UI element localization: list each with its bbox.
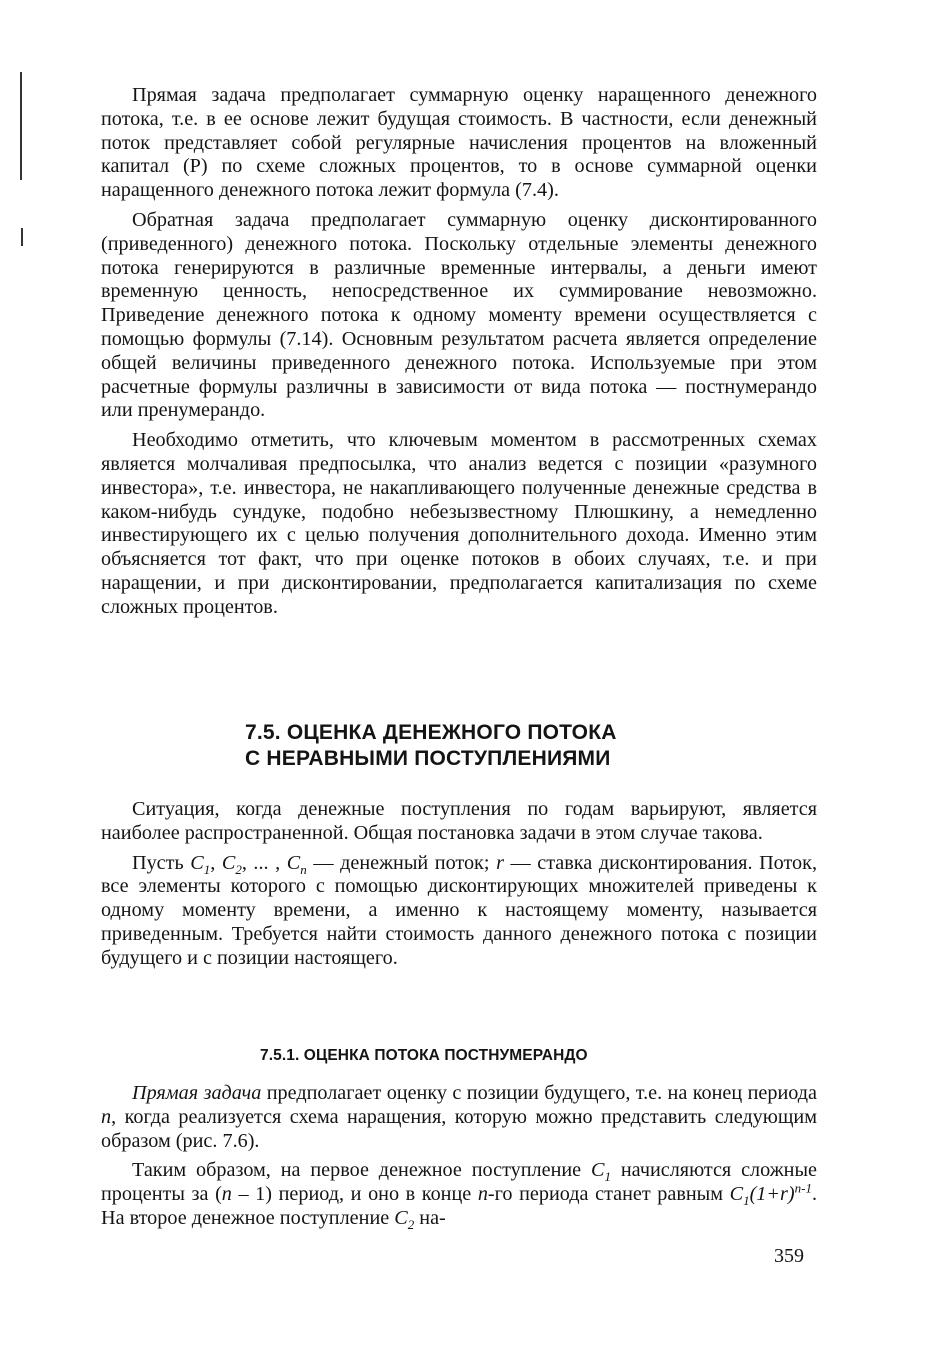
paragraph-direct-task: Прямая задача предполагает суммарную оценку наращенного денежного потока, т.е. в ее основе лежит будущая стоимость. В частности, если денежный поток представляет собой регулярные начисления процентов на вложенный капитал (P) по схеме сложных процентов, то в основе суммарной оценки наращенного денежного потока лежит формула (7.4). xyxy=(101,84,817,202)
text-run: C xyxy=(221,851,236,874)
symbol-c xyxy=(286,851,307,877)
italic-term: Прямая задача xyxy=(132,1082,262,1104)
text-run: -го периода станет равным xyxy=(487,1183,730,1206)
superscript: n-1 xyxy=(794,1180,812,1196)
text-run: Пусть xyxy=(132,851,191,874)
section-heading xyxy=(245,720,705,772)
text-run: начисляются сложные проценты за ( xyxy=(101,1159,817,1206)
text-run: — ставка дисконтирования. Поток, все элементы которого с помощью дисконтирующих множителей приведены к одному моменту времени, а именно к настоящему моменту, называется приведенным. Требуется найти стоимость данного денежного потока с позиции будущего и с позиции настоящего. xyxy=(101,851,818,969)
subscript: 1 xyxy=(203,861,211,877)
symbol-n: n xyxy=(477,1183,488,1206)
margin-mark xyxy=(21,228,23,246)
page-number: 359 xyxy=(774,1245,804,1267)
text-run: C xyxy=(190,851,204,874)
paragraph-inverse-task: Обратная задача предполагает суммарную оценку дисконтированного (приведенного) денежного потока. Поскольку отдельные элементы денежного потока генерируются в различные временные интервалы, а деньги имеют временную ценность, непосредственное их суммирование невозможно. Приведение денежного потока к одному моменту времени осуществляется с помощью формулы (7.14). Основным результатом расчета является определение общей величины приведенного денежного потока. Используемые при этом расчетные формулы различны в зависимости от вида потока — постнумерандо или пренумерандо. xyxy=(101,208,817,422)
text-run: , ... , xyxy=(241,851,287,874)
symbol-c xyxy=(190,851,211,877)
subscript: 1 xyxy=(743,1193,750,1209)
subscript: n xyxy=(300,861,307,877)
text-run: C xyxy=(394,1206,408,1229)
text-run: на- xyxy=(414,1206,446,1229)
text-run: C xyxy=(286,851,301,874)
paragraph-reasonable-investor: Необходимо отметить, что ключевым моментом в рассмотренных схемах является молчаливая предпосылка, что анализ ведется с позиции «разумного инвестора», т.е. инвестора, не накапливающего полученные денежные средства в каком-нибудь сундуке, подобно небезызвестному Плюшкину, а немедленно инвестирующего их с целью получения дополнительного дохода. Именно этим объясняется тот факт, что при оценке потоков в обоих случаях, т.е. и при наращении, и при дисконтировании, предполагается капитализация по схеме сложных процентов. xyxy=(101,429,817,618)
text-run: C xyxy=(729,1183,744,1206)
text-run: – 1) период, и оно в конце xyxy=(231,1183,478,1206)
text-run: C xyxy=(591,1159,605,1182)
symbol-n: n xyxy=(221,1183,232,1206)
symbol-c xyxy=(394,1206,415,1233)
section-heading-line-2: С НЕРАВНЫМИ ПОСТУПЛЕНИЯМИ xyxy=(245,747,611,770)
symbol-n: n xyxy=(101,1105,112,1128)
text-run: . На второе денежное поступление xyxy=(101,1183,817,1229)
formula xyxy=(729,1180,812,1209)
text-run: , когда реализуется схема наращения, которую можно представить следующим образом (рис. 7.6). xyxy=(101,1105,817,1152)
paragraph-problem-statement xyxy=(101,852,817,971)
text-block-bottom xyxy=(101,1082,817,1231)
text-run: , xyxy=(210,851,222,874)
text-run: (1+r) xyxy=(749,1183,795,1206)
symbol-r: r xyxy=(496,851,504,874)
subscript: 1 xyxy=(604,1169,611,1185)
subsection-heading: 7.5.1. ОЦЕНКА ПОТОКА ПОСТНУМЕРАНДО xyxy=(260,1047,588,1064)
margin-mark xyxy=(20,72,22,180)
text-block-top xyxy=(101,84,817,620)
symbol-c xyxy=(221,851,242,877)
paragraph-situation: Ситуация, когда денежные поступления по годам варьируют, является наиболее распространенной. Общая постановка задачи в этом случае такова. xyxy=(101,798,817,844)
text-run: — денежный поток; xyxy=(306,851,497,874)
section-heading-line-1: 7.5. ОЦЕНКА ДЕНЕЖНОГО ПОТОКА xyxy=(245,721,617,744)
subscript: 2 xyxy=(407,1217,415,1233)
text-run: Таким образом, на первое денежное поступление xyxy=(132,1159,592,1182)
text-block-middle xyxy=(101,798,817,971)
paragraph-first-payment xyxy=(101,1159,817,1233)
symbol-c xyxy=(591,1159,611,1185)
paragraph-direct-task-postnumerando xyxy=(101,1082,817,1153)
text-run: предполагает оценку с позиции будущего, т.е. на конец периода xyxy=(261,1082,818,1104)
subscript: 2 xyxy=(235,861,242,877)
